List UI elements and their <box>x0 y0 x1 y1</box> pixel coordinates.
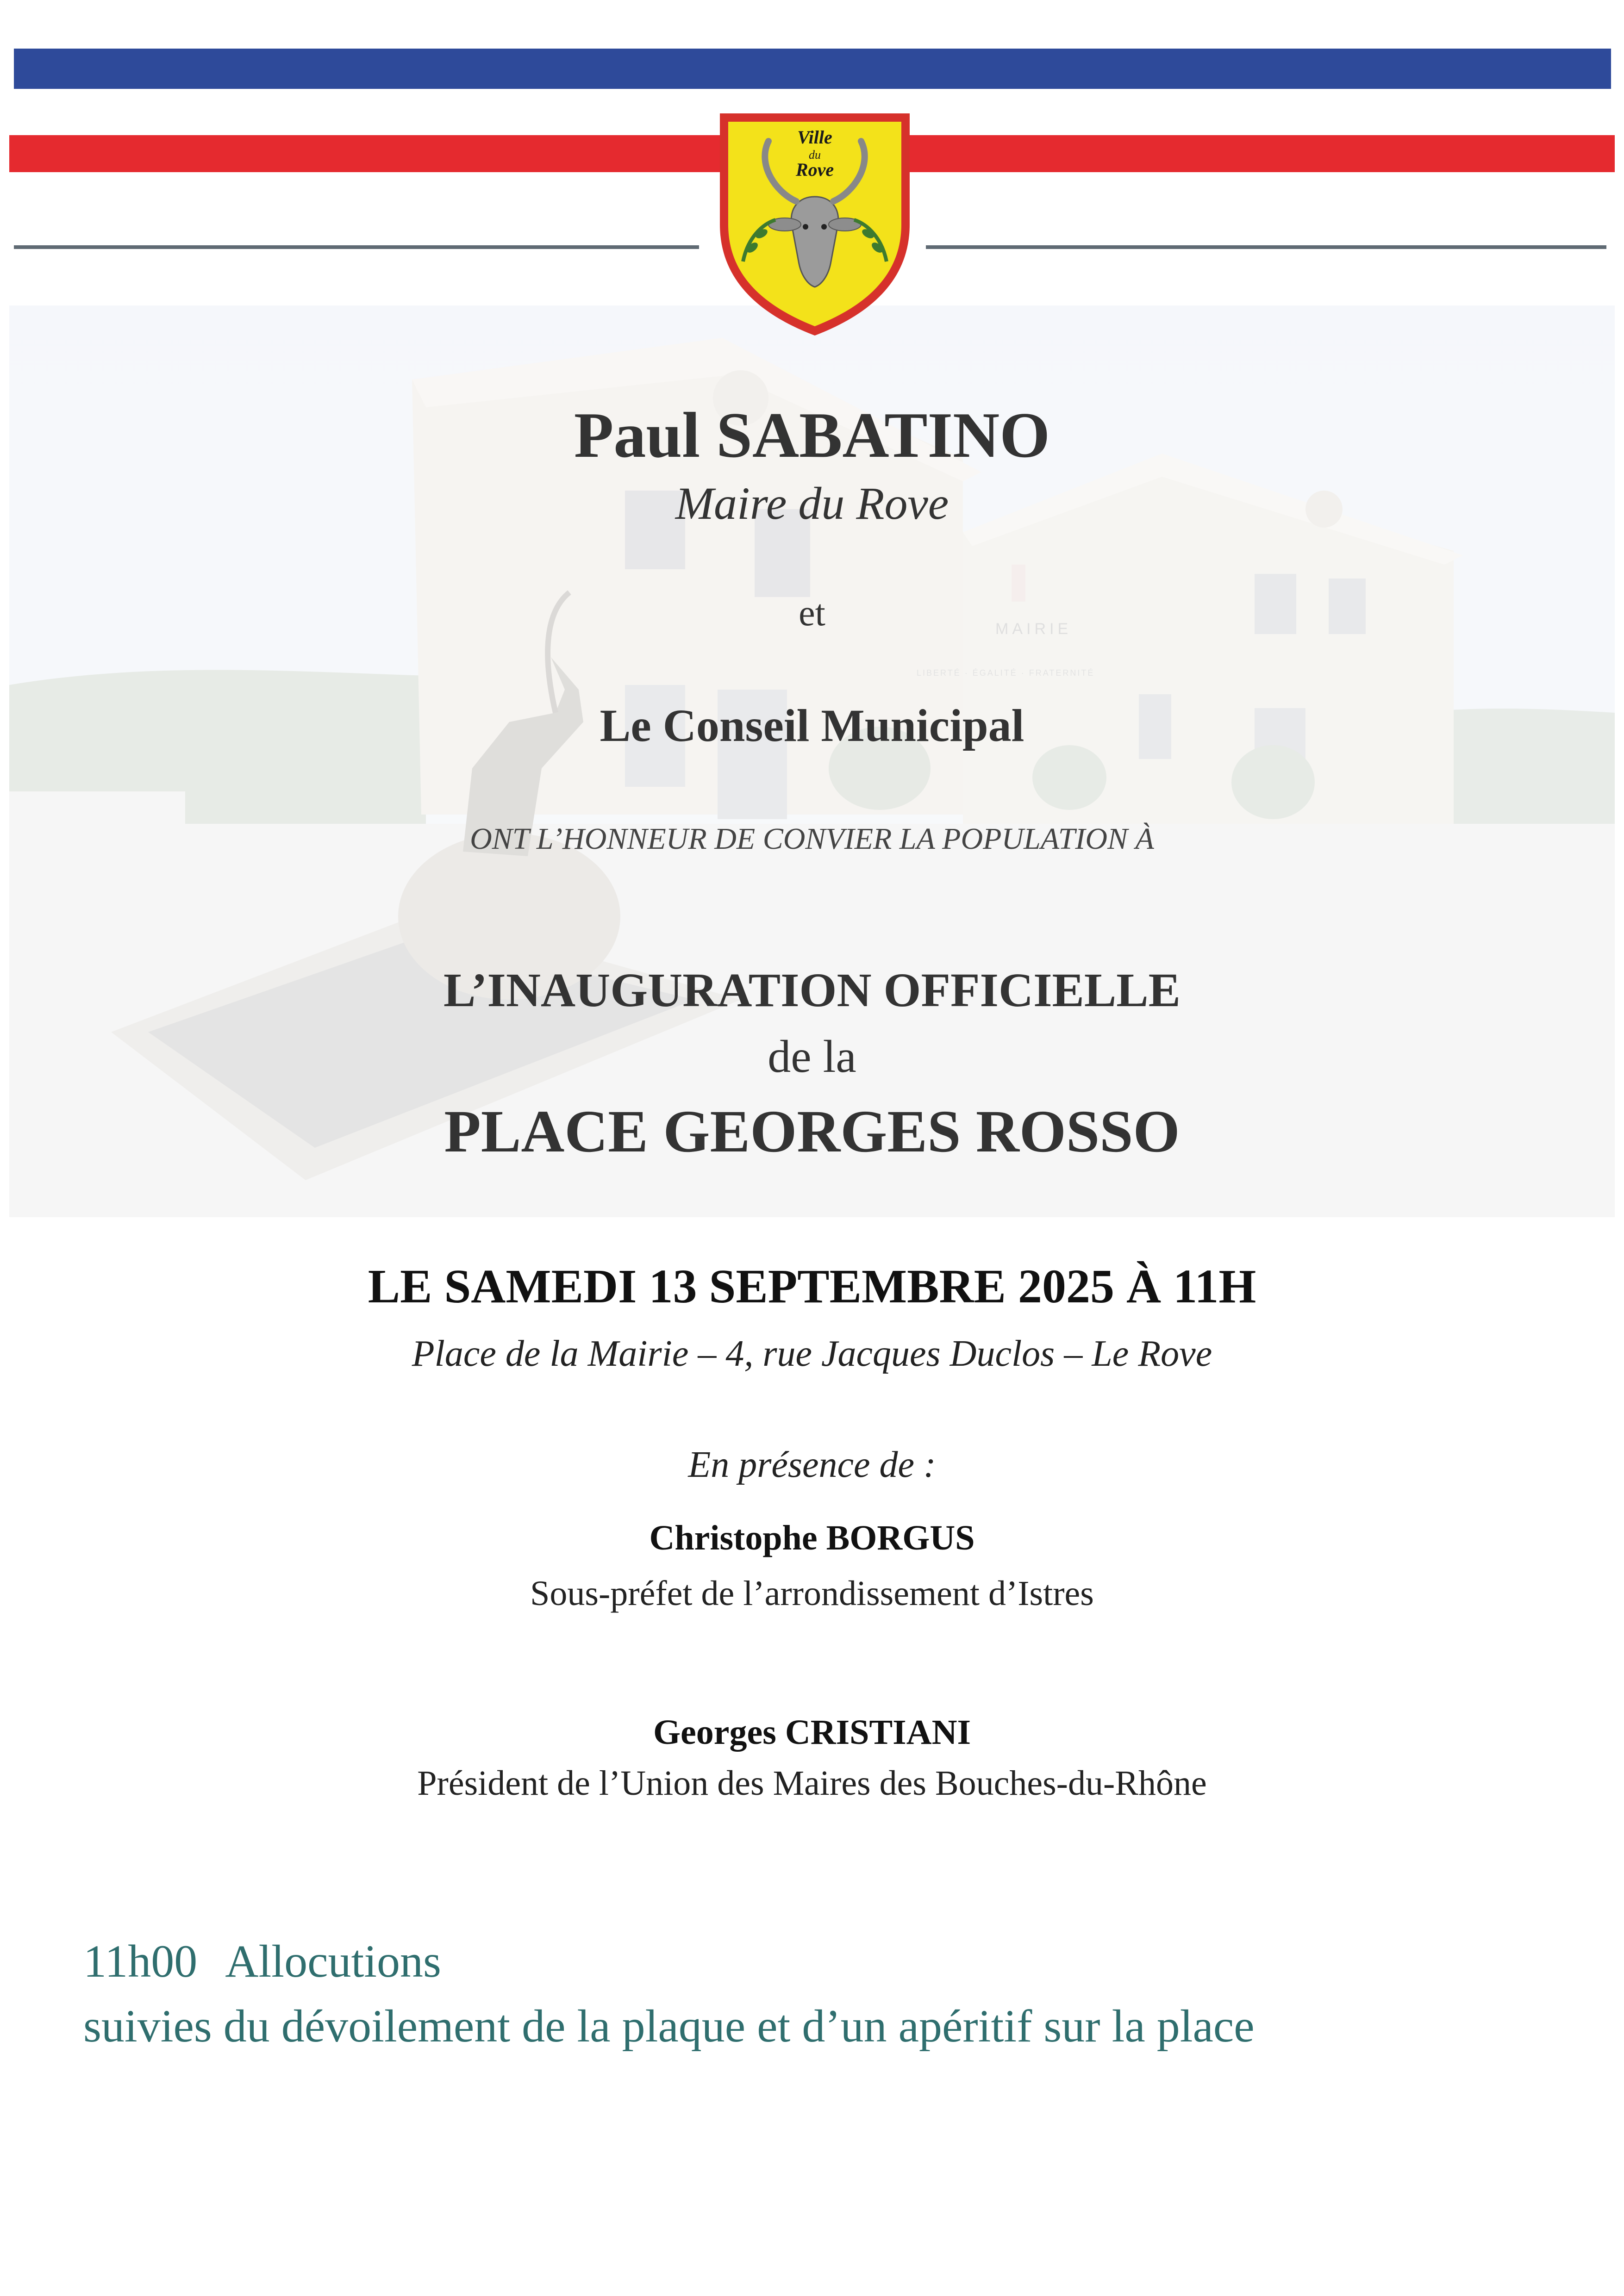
town-crest <box>715 109 914 340</box>
event-place-name: PLACE GEORGES ROSSO <box>444 1098 1180 1165</box>
event-date: LE SAMEDI 13 SEPTEMBRE 2025 À 11H <box>368 1260 1256 1313</box>
guest-role: Sous-préfet de l’arrondissement d’Istres <box>530 1574 1094 1613</box>
host-name: Paul SABATINO <box>574 399 1050 471</box>
program-line <box>83 1935 441 1988</box>
council-name: Le Conseil Municipal <box>600 700 1024 751</box>
event-title-line1: L’INAUGURATION OFFICIELLE <box>443 964 1181 1017</box>
guest-role: Président de l’Union des Maires des Bouches-du-Rhône <box>417 1764 1207 1803</box>
event-title-line2: de la <box>768 1031 856 1082</box>
program-title: Allocutions <box>225 1935 441 1987</box>
guest-name: Georges CRISTIANI <box>653 1713 971 1752</box>
header-blue-band <box>14 49 1611 89</box>
conjunction: et <box>799 593 825 634</box>
program-description: suivies du dévoilement de la plaque et d’un apéritif sur la place <box>83 2000 1255 2052</box>
crest-text-rove: Rove <box>795 159 834 180</box>
presence-heading: En présence de : <box>688 1444 936 1485</box>
event-address: Place de la Mairie – 4, rue Jacques Duclos – Le Rove <box>412 1333 1212 1374</box>
crest-text-du: du <box>809 148 821 162</box>
guest-name: Christophe BORGUS <box>649 1518 975 1557</box>
host-title: Maire du Rove <box>675 478 949 529</box>
header-divider-right <box>926 245 1606 249</box>
invite-line: ONT L’HONNEUR DE CONVIER LA POPULATION À <box>470 822 1154 856</box>
program-time: 11h00 <box>83 1935 198 1987</box>
rove-crest-icon <box>715 109 914 340</box>
header-divider-left <box>14 245 699 249</box>
crest-text-ville: Ville <box>797 127 832 148</box>
